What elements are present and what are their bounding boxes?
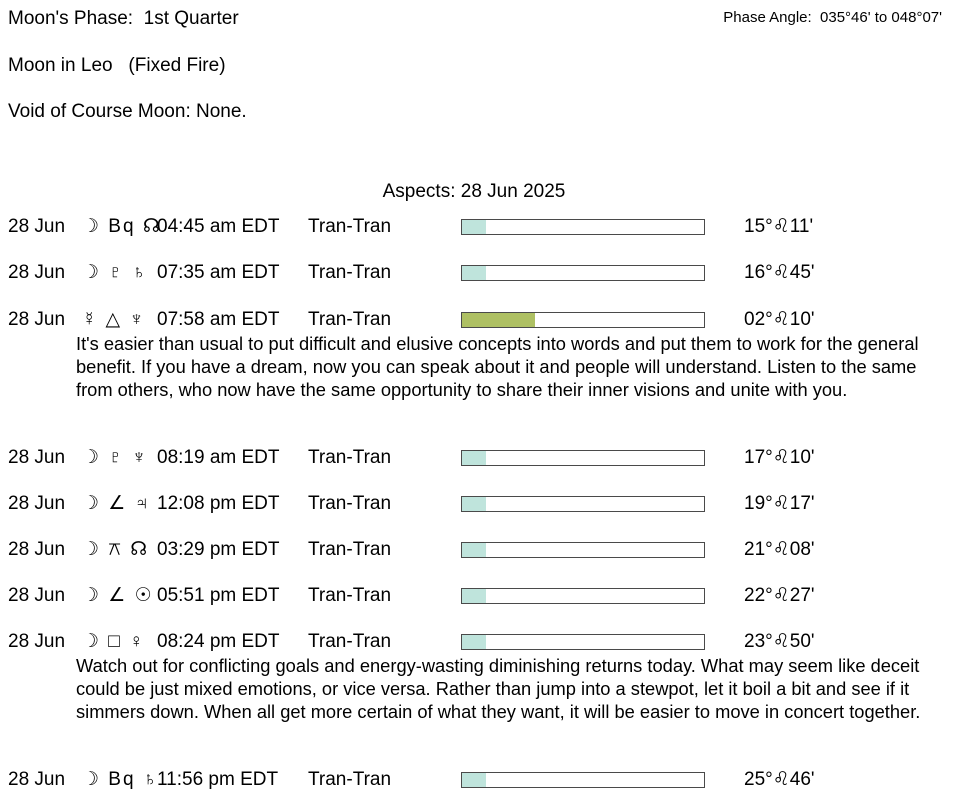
strength-bar-fill bbox=[462, 635, 486, 649]
strength-bar-fill bbox=[462, 313, 535, 327]
aspect-time: 07:35 am EDT bbox=[157, 262, 280, 283]
aspect-type: Tran-Tran bbox=[308, 447, 392, 468]
aspect-position: 22°♌27' bbox=[744, 585, 815, 606]
aspect-row bbox=[0, 445, 964, 471]
aspect-type: Tran-Tran bbox=[308, 493, 392, 514]
strength-bar-fill bbox=[462, 589, 486, 603]
aspect-date: 28 Jun bbox=[8, 493, 66, 514]
aspect-type: Tran-Tran bbox=[308, 631, 392, 652]
aspect-date: 28 Jun bbox=[8, 769, 66, 790]
aspect-glyphs: ☽ ∠ ♃ bbox=[82, 493, 151, 514]
aspect-time: 08:19 am EDT bbox=[157, 447, 280, 468]
aspect-position: 15°♌11' bbox=[744, 216, 814, 237]
aspect-position: 25°♌46' bbox=[744, 769, 815, 790]
aspect-glyphs: ☽ ∠ ☉ bbox=[82, 585, 154, 606]
aspect-glyphs: ☽ ♇ ♆ bbox=[82, 447, 149, 468]
aspect-time: 11:56 pm EDT bbox=[157, 769, 279, 790]
aspect-description: Watch out for conflicting goals and energy-wasting diminishing returns today. What may seem like deceit could be just mixed emotions, or vice versa. Rather than jump into a stewpot, let it boil a bit and see if it simmers down. When all get more certain of what they want, it will be easier to move in concert together. bbox=[76, 655, 921, 722]
aspect-date: 28 Jun bbox=[8, 539, 66, 560]
aspect-time: 08:24 pm EDT bbox=[157, 631, 280, 652]
strength-bar-fill bbox=[462, 773, 486, 787]
aspect-row bbox=[0, 491, 964, 517]
aspect-position: 02°♌10' bbox=[744, 309, 815, 330]
strength-bar bbox=[461, 219, 705, 235]
aspect-time: 04:45 am EDT bbox=[157, 216, 280, 237]
aspect-glyphs: ☽ Bq ☊ bbox=[82, 216, 162, 237]
aspect-date: 28 Jun bbox=[8, 262, 66, 283]
aspect-position: 19°♌17' bbox=[744, 493, 815, 514]
moon-phase: Moon's Phase: 1st Quarter bbox=[8, 8, 239, 29]
aspect-date: 28 Jun bbox=[8, 216, 66, 237]
aspect-type: Tran-Tran bbox=[308, 216, 392, 237]
aspect-type: Tran-Tran bbox=[308, 585, 392, 606]
strength-bar bbox=[461, 496, 705, 512]
aspect-time: 05:51 pm EDT bbox=[157, 585, 280, 606]
aspect-row bbox=[0, 260, 964, 286]
aspect-description: It's easier than usual to put difficult and elusive concepts into words and put them to work for the general benefit. If you have a dream, now you can speak about it and people will understand. Listen to the same from others, who now have the same opportunity to share their inner visions and unite with you. bbox=[76, 333, 919, 400]
aspect-type: Tran-Tran bbox=[308, 539, 392, 560]
aspect-position: 17°♌10' bbox=[744, 447, 815, 468]
aspect-glyphs: ☽ Bq ♄ bbox=[82, 769, 160, 790]
aspect-date: 28 Jun bbox=[8, 447, 66, 468]
strength-bar-fill bbox=[462, 497, 486, 511]
aspect-time: 07:58 am EDT bbox=[157, 309, 280, 330]
aspect-date: 28 Jun bbox=[8, 309, 66, 330]
aspect-row bbox=[0, 583, 964, 609]
aspect-type: Tran-Tran bbox=[308, 262, 392, 283]
aspect-position: 16°♌45' bbox=[744, 262, 815, 283]
aspect-row bbox=[0, 537, 964, 563]
aspect-time: 12:08 pm EDT bbox=[157, 493, 280, 514]
aspect-row bbox=[0, 214, 964, 240]
strength-bar bbox=[461, 450, 705, 466]
aspect-row bbox=[0, 767, 964, 793]
moon-sign: Moon in Leo (Fixed Fire) bbox=[8, 55, 226, 76]
aspect-glyphs: ☽ □ ♀ bbox=[82, 631, 146, 652]
strength-bar-fill bbox=[462, 220, 486, 234]
aspect-row bbox=[0, 629, 964, 655]
strength-bar-fill bbox=[462, 266, 486, 280]
aspect-position: 23°♌50' bbox=[744, 631, 815, 652]
aspect-time: 03:29 pm EDT bbox=[157, 539, 280, 560]
phase-angle: Phase Angle: 035°46' to 048°07' bbox=[723, 9, 942, 26]
aspect-date: 28 Jun bbox=[8, 631, 66, 652]
aspect-date: 28 Jun bbox=[8, 585, 66, 606]
aspect-type: Tran-Tran bbox=[308, 769, 392, 790]
strength-bar-fill bbox=[462, 451, 486, 465]
strength-bar-fill bbox=[462, 543, 486, 557]
aspect-position: 21°♌08' bbox=[744, 539, 815, 560]
void-of-course: Void of Course Moon: None. bbox=[8, 101, 247, 122]
strength-bar bbox=[461, 265, 705, 281]
aspect-glyphs: ☽ ⚻ ☊ bbox=[82, 539, 150, 560]
strength-bar bbox=[461, 542, 705, 558]
aspect-glyphs: ☿ △ ♆ bbox=[82, 309, 146, 330]
aspect-row bbox=[0, 307, 964, 333]
aspects-title: Aspects: 28 Jun 2025 bbox=[382, 181, 566, 202]
aspect-type: Tran-Tran bbox=[308, 309, 392, 330]
strength-bar bbox=[461, 588, 705, 604]
strength-bar bbox=[461, 634, 705, 650]
strength-bar bbox=[461, 772, 705, 788]
strength-bar bbox=[461, 312, 705, 328]
aspect-glyphs: ☽ ♇ ♄ bbox=[82, 262, 149, 283]
